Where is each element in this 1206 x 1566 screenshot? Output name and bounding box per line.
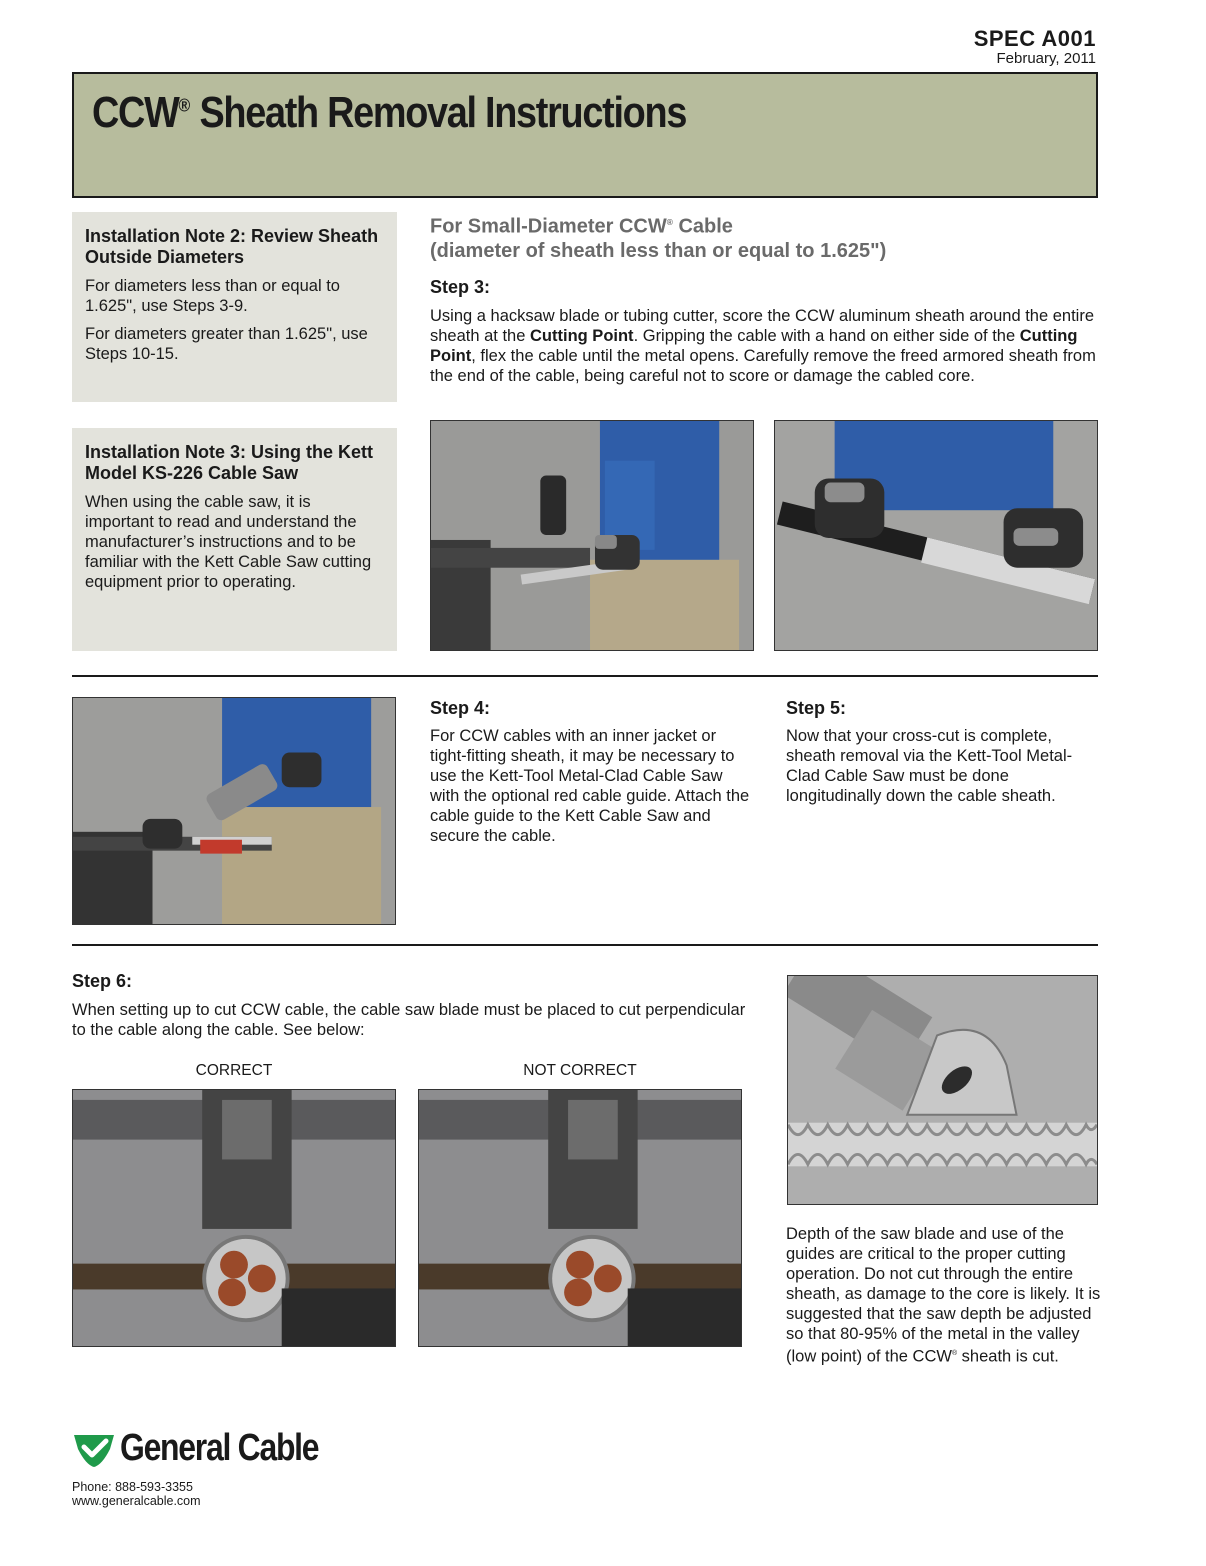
text-run: Depth of the saw blade and use of the guides are critical to the proper cutting operation. Do not cut through the entire sheath, as damage to the core is likely. It is suggested that the saw depth be adjusted so that 80-95% of the metal in the valley (low point) of the CCW xyxy=(786,1225,1101,1366)
photo-correct-orientation xyxy=(72,1089,396,1347)
step-6-title: Step 6: xyxy=(72,971,133,991)
step-3-text xyxy=(430,306,1100,386)
section-heading-subtitle: (diameter of sheath less than or equal to 1.625") xyxy=(430,239,887,262)
text-run: . Gripping the cable with a hand on either side of the xyxy=(633,327,1020,345)
section-heading-text: For Small-Diameter CCW xyxy=(430,215,667,238)
registered-mark: ® xyxy=(178,94,191,116)
label-not-correct: NOT CORRECT xyxy=(523,1062,637,1079)
step-5-text: Now that your cross-cut is complete, sheath removal via the Kett-Tool Metal-Clad Cable Saw must be done longitudinally down the cable sheath. xyxy=(786,727,1073,805)
text-run: , flex the cable until the metal opens. Carefully remove the freed armored sheath from the end of the cable, being careful not to score or damage the cabled core. xyxy=(430,347,1096,385)
title-band xyxy=(72,72,1098,198)
photo-not-correct-orientation xyxy=(418,1089,742,1347)
registered-mark: ® xyxy=(951,1350,958,1357)
shield-check-icon xyxy=(72,1431,116,1469)
cutting-point-bold: Cutting Point xyxy=(530,327,634,345)
step-5-title: Step 5: xyxy=(786,698,847,718)
installation-note-2 xyxy=(72,212,397,402)
photo-flexing-cable xyxy=(774,420,1098,651)
note-title: Installation Note 3: Using the Kett Model KS-226 Cable Saw xyxy=(85,442,374,483)
installation-note-3 xyxy=(72,428,397,651)
section-heading-text: Cable xyxy=(672,215,733,238)
photo-hacksaw-scoring xyxy=(430,420,754,651)
registered-mark: ® xyxy=(666,217,673,227)
website-link[interactable]: www.generalcable.com xyxy=(72,1494,201,1508)
step-4-text: For CCW cables with an inner jacket or tight-fitting sheath, it may be necessary to use the Kett-Tool Metal-Clad Cable Saw with the optional red cable guide. Attach the cable guide to the Kett Cable Saw and secure the cable. xyxy=(430,727,750,845)
general-cable-logo xyxy=(72,1427,322,1475)
photo-cable-saw-setup xyxy=(72,697,396,925)
step-4-title: Step 4: xyxy=(430,698,491,718)
page-title xyxy=(92,88,686,138)
text-run: Using a hacksaw blade or tubing cutter, score the CCW aluminum sheath around the entire sheath at the xyxy=(430,307,1095,345)
divider xyxy=(72,675,1098,677)
title-prefix: CCW xyxy=(92,88,179,137)
step-3-title: Step 3: xyxy=(430,277,491,297)
section-heading xyxy=(430,210,1110,263)
spec-code: SPEC A001 xyxy=(973,26,1096,51)
spec-date: February, 2011 xyxy=(996,50,1096,67)
saw-depth-note xyxy=(786,1224,1106,1367)
note-paragraph: When using the cable saw, it is important to read and understand the manufacturer’s instructions and to be familiar with the Kett Cable Saw cutting equipment prior to operating. xyxy=(85,493,372,591)
cutting-point-bold: Cutting Point xyxy=(430,327,1078,365)
divider xyxy=(72,944,1098,946)
title-suffix: Sheath Removal Instructions xyxy=(190,88,687,137)
note-title: Installation Note 2: Review Sheath Outside Diameters xyxy=(85,226,379,267)
text-run: sheath is cut. xyxy=(957,1347,1059,1366)
phone-number: Phone: 888-593-3355 xyxy=(72,1480,193,1494)
photo-saw-blade-depth xyxy=(787,975,1098,1205)
step-6-text: When setting up to cut CCW cable, the cable saw blade must be placed to cut perpendicular to the cable along the cable. See below: xyxy=(72,1001,746,1039)
label-correct: CORRECT xyxy=(195,1062,273,1079)
note-paragraph: For diameters greater than 1.625", use Steps 10-15. xyxy=(85,325,368,363)
brand-name: General Cable xyxy=(120,1427,319,1469)
note-paragraph: For diameters less than or equal to 1.625", use Steps 3-9. xyxy=(85,277,340,315)
